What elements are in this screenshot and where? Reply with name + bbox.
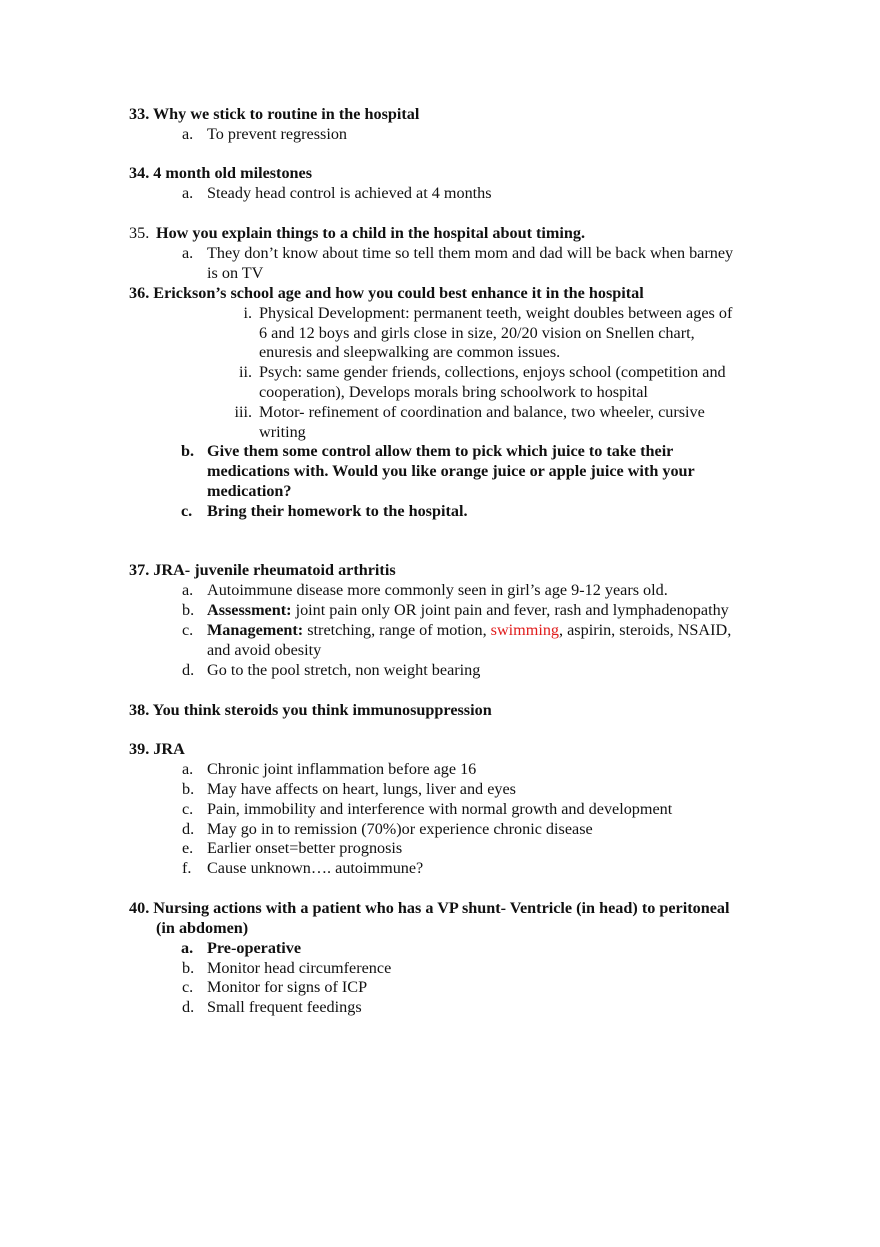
q37-b-marker: b.: [182, 601, 195, 619]
q35-a-line2: is on TV: [207, 264, 264, 282]
q37-a-marker: a.: [182, 581, 194, 599]
assessment-text: joint pain only OR joint pain and fever, rash and lymphadenopathy: [291, 601, 729, 619]
q37-d-text: Go to the pool stretch, non weight bearing: [207, 661, 481, 679]
q35-a-line1: They don’t know about time so tell them mom and dad will be back when barney: [207, 244, 734, 262]
q39-item-text: Pain, immobility and interference with normal growth and development: [207, 800, 673, 818]
q37-c-marker: c.: [182, 621, 194, 639]
q35-number: 35.: [129, 224, 150, 242]
q36-c-marker: c.: [181, 502, 193, 520]
q39-item-text: Cause unknown…. autoimmune?: [207, 859, 424, 877]
q37-title: 37. JRA- juvenile rheumatoid arthritis: [129, 561, 396, 579]
management-text-pre: stretching, range of motion,: [303, 621, 491, 639]
q39-item-text: Earlier onset=better prognosis: [207, 839, 403, 857]
q36-b-line2: medications with. Would you like orange juice or apple juice with your: [207, 462, 695, 480]
q37-c-line2: and avoid obesity: [207, 641, 322, 659]
q40-title-line2: (in abdomen): [156, 919, 249, 937]
q39-item-marker: e.: [182, 839, 194, 857]
q33-title: 33. Why we stick to routine in the hospital: [129, 105, 420, 123]
management-label: Management:: [207, 621, 304, 639]
q36-i-marker: i.: [243, 304, 252, 322]
management-text-post: , aspirin, steroids, NSAID,: [559, 621, 732, 639]
q39-item-text: Chronic joint inflammation before age 16: [207, 760, 477, 778]
q36-i-line3: enuresis and sleepwalking are common issues.: [259, 343, 561, 361]
q40-item-text: Pre-operative: [207, 939, 302, 957]
q39-item-marker: c.: [182, 800, 194, 818]
q35-a-marker: a.: [182, 244, 194, 262]
q40-item-marker: d.: [182, 998, 195, 1016]
q40-title-line1: 40. Nursing actions with a patient who has a VP shunt- Ventricle (in head) to peritoneal: [129, 899, 730, 917]
q37-c-line1: [207, 620, 731, 640]
q40-item-marker: c.: [182, 978, 194, 996]
q40-item-text: Monitor head circumference: [207, 959, 392, 977]
q40-item-marker: b.: [182, 959, 195, 977]
q38-title: 38. You think steroids you think immunosuppression: [129, 701, 492, 719]
assessment-label: Assessment:: [207, 601, 292, 619]
q36-b-line3: medication?: [207, 482, 292, 500]
q34-title: 34. 4 month old milestones: [129, 164, 313, 182]
q39-item-marker: a.: [182, 760, 194, 778]
q39-item-marker: b.: [182, 780, 195, 798]
q36-ii-marker: ii.: [238, 363, 252, 381]
q36-ii-line1: Psych: same gender friends, collections, enjoys school (competition and: [259, 363, 726, 381]
q37-a-text: Autoimmune disease more commonly seen in girl’s age 9-12 years old.: [207, 581, 668, 599]
q36-i-line2: 6 and 12 boys and girls close in size, 20/20 vision on Snellen chart,: [259, 324, 695, 342]
q34-a-text: Steady head control is achieved at 4 months: [207, 184, 492, 202]
q36-ii-line2: cooperation), Develops morals bring schoolwork to hospital: [259, 383, 648, 401]
q39-item-text: May have affects on heart, lungs, liver and eyes: [207, 780, 516, 798]
q36-iii-marker: iii.: [234, 403, 252, 421]
q36-b-marker: b.: [181, 442, 195, 460]
q36-c-text: Bring their homework to the hospital.: [207, 502, 468, 520]
q40-item-marker: a.: [181, 939, 194, 957]
q39-title: 39. JRA: [129, 740, 185, 758]
q36-iii-line1: Motor- refinement of coordination and balance, two wheeler, cursive: [259, 403, 705, 421]
q37-b-line: [207, 600, 729, 620]
q39-item-text: May go in to remission (70%)or experience chronic disease: [207, 820, 593, 838]
q36-b-line1: Give them some control allow them to pick which juice to take their: [207, 442, 674, 460]
q36-iii-line2: writing: [259, 423, 306, 441]
q39-item-marker: f.: [182, 859, 192, 877]
management-highlight-swimming: swimming: [490, 621, 560, 639]
q36-i-line1: Physical Development: permanent teeth, weight doubles between ages of: [259, 304, 733, 322]
q33-a-text: To prevent regression: [207, 125, 348, 143]
q40-item-text: Monitor for signs of ICP: [207, 978, 368, 996]
q33-a-marker: a.: [182, 125, 194, 143]
q39-item-marker: d.: [182, 820, 195, 838]
q35-title: How you explain things to a child in the hospital about timing.: [156, 224, 586, 242]
q37-d-marker: d.: [182, 661, 195, 679]
q36-title: 36. Erickson’s school age and how you could best enhance it in the hospital: [129, 284, 644, 302]
q34-a-marker: a.: [182, 184, 194, 202]
q40-item-text: Small frequent feedings: [207, 998, 362, 1016]
